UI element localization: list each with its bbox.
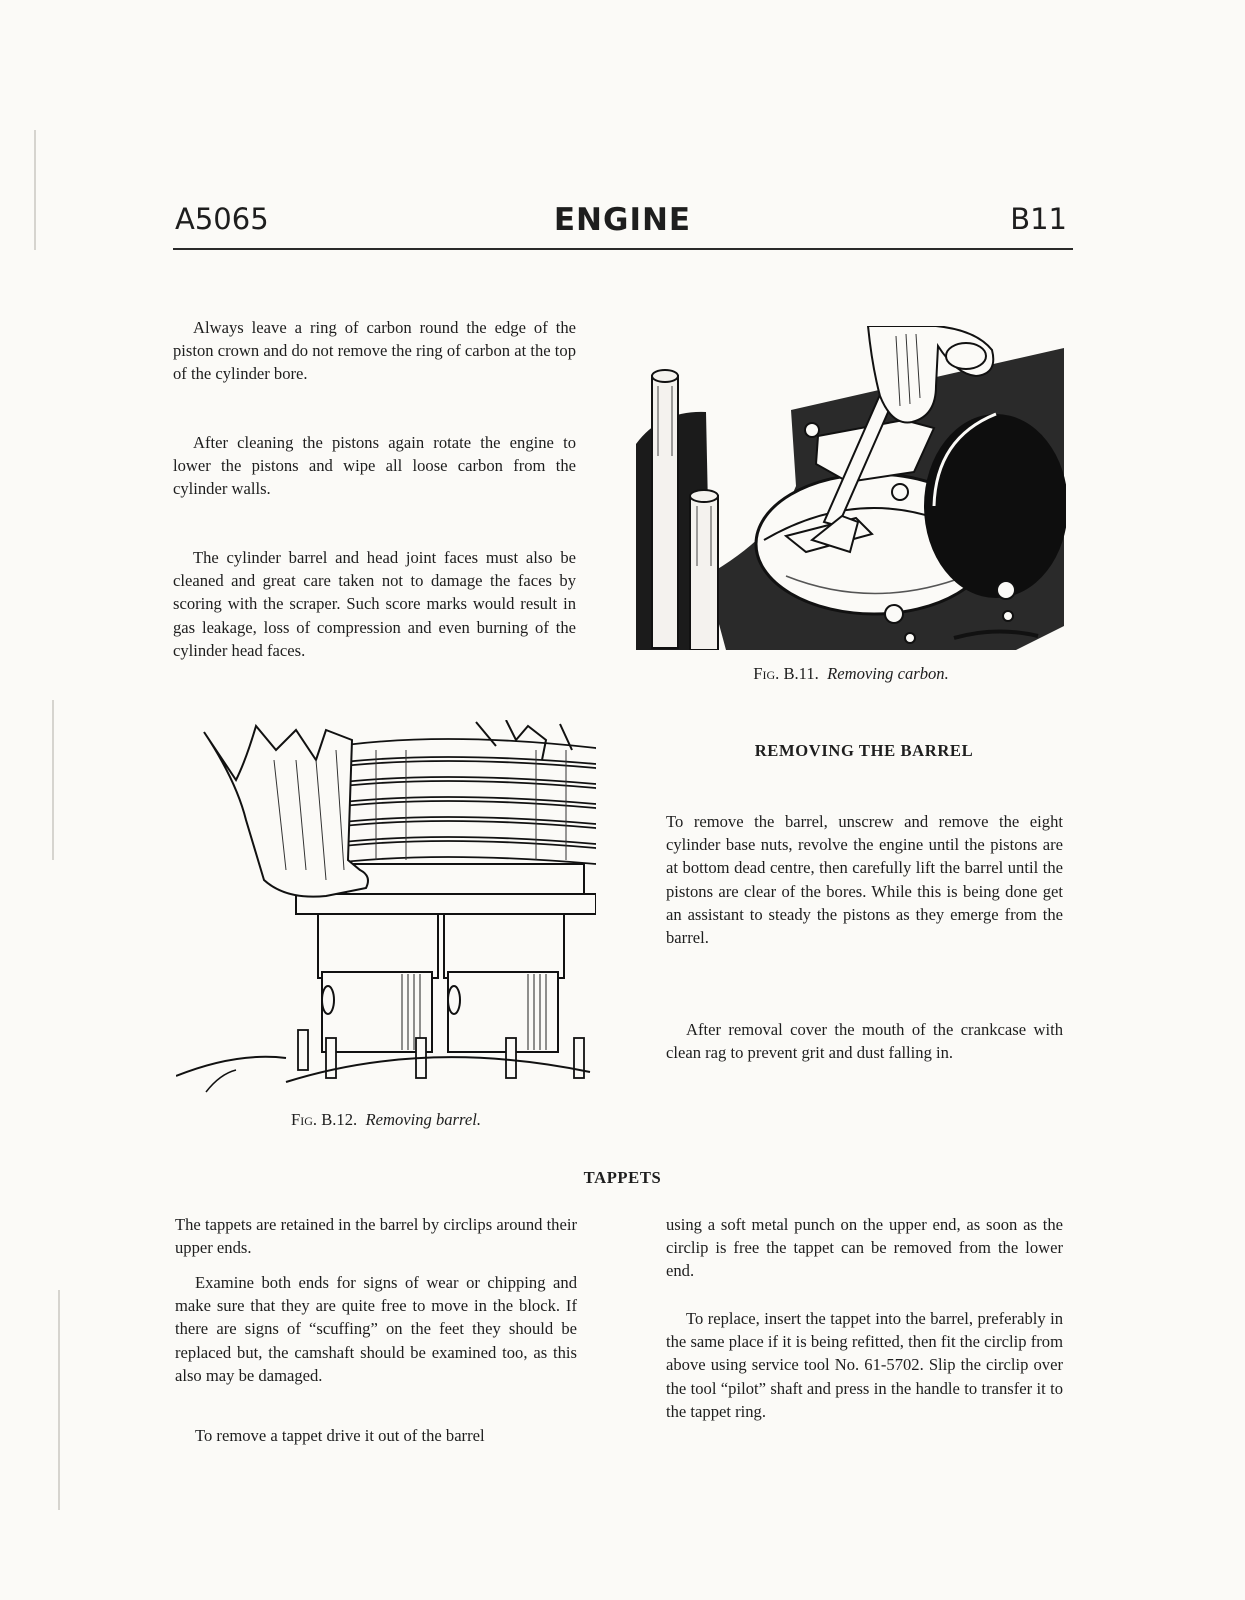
paragraph-carbon-ring: Always leave a ring of carbon round the edge of the piston crown and do not remove the ring of carbon at the top of the cylinder bore. — [173, 318, 576, 384]
figure-removing-carbon — [636, 326, 1066, 650]
paragraph-clean-pistons: After cleaning the pistons again rotate the engine to lower the pistons and wipe all loose carbon from the cylinder walls. — [173, 433, 576, 499]
figure-caption-b12 — [176, 1110, 596, 1130]
page-number: B11 — [1010, 202, 1067, 236]
section-heading-removing-barrel: REMOVING THE BARREL — [754, 741, 974, 760]
section-heading-tappets: TAPPETS — [583, 1168, 662, 1187]
paragraph-remove-barrel: To remove the barrel, unscrew and remove the eight cylinder base nuts, revolve the engine until the pistons are at bottom dead centre, then carefully lift the barrel until the pistons are clear of the bores. While this is being done get an assistant to steady the pistons as they emerge from the barrel. — [666, 812, 1063, 948]
scan-margin-mark — [58, 1290, 60, 1510]
paragraph-remove-tappet: To remove a tappet drive it out of the barrel — [195, 1426, 485, 1445]
header-rule — [173, 248, 1073, 250]
figure-title: Removing barrel. — [365, 1110, 481, 1129]
page-title: ENGINE — [553, 202, 692, 238]
paragraph-examine-tappets: Examine both ends for signs of wear or chipping and make sure that they are quite free to move in the block. If there are signs of “scuffing” on the feet they should be replaced but, the camshaft should be examined too, as this also may be damaged. — [175, 1273, 577, 1385]
paragraph-tappets-retained: The tappets are retained in the barrel by circlips around their upper ends. — [175, 1215, 577, 1258]
paragraph-cover-crankcase: After removal cover the mouth of the crankcase with clean rag to prevent grit and dust falling in. — [666, 1020, 1063, 1063]
scan-margin-mark — [52, 700, 54, 860]
figure-label: Fig. B.11. — [753, 664, 819, 683]
figure-label: Fig. B.12. — [291, 1110, 358, 1129]
figure-title: Removing carbon. — [827, 664, 949, 683]
paragraph-joint-faces: The cylinder barrel and head joint faces must also be cleaned and great care taken not to damage the faces by scoring with the scraper. Such score marks would result in gas leakage, loss of compression and even burning of the cylinder head faces. — [173, 548, 576, 660]
document-code: A5065 — [175, 202, 269, 236]
figure-caption-b11 — [636, 664, 1066, 684]
paragraph-replace-tappet: To replace, insert the tappet into the barrel, preferably in the same place if it is being refitted, then fit the circlip from above using service tool No. 61-5702. Slip the circlip over the tool “pilot” shaft and press in the handle to transfer it to the tappet ring. — [666, 1309, 1063, 1421]
figure-removing-barrel — [176, 720, 596, 1105]
paragraph-punch-tappet: using a soft metal punch on the upper end, as soon as the circlip is free the tappet can be removed from the lower end. — [666, 1215, 1063, 1281]
